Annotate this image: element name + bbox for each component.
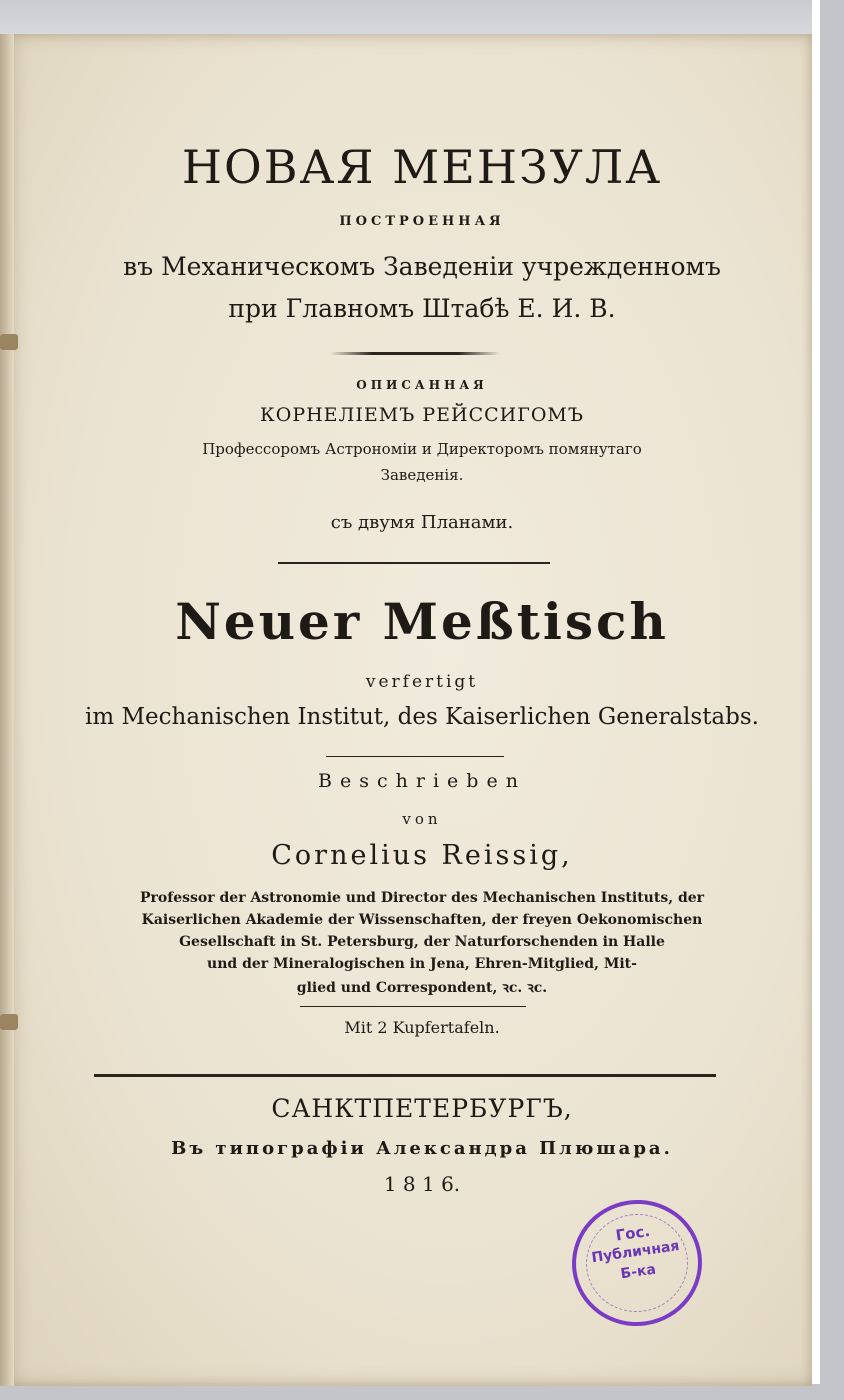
ornamental-rule [326,756,504,757]
russian-plans: съ двумя Планами. [330,512,514,533]
stamp-line1: Гос. [614,1221,652,1245]
ornamental-rule [330,352,500,355]
imprint-printer: Въ типографіи Александра Плюшара. [171,1138,673,1159]
russian-described: ОПИСАННАЯ [356,378,488,392]
russian-title: НОВАЯ МЕНЗУЛА [181,140,663,194]
german-institute: im Mechanischen Institut, des Kaiserlichen Generalstabs. [85,704,759,730]
russian-author-title-line1: Профессоромъ Астрономіи и Директоромъ помянутаго [202,440,642,458]
section-rule [278,562,550,564]
german-credentials-line: und der Mineralogischen in Jena, Ehren-Mitglied, Mit- [207,956,637,972]
german-author: Cornelius Reissig, [271,840,573,871]
stamp-line2: Публичная [590,1238,681,1267]
german-credentials-line: glied und Correspondent, ꝛc. ꝛc. [296,980,548,996]
russian-author: КОРНЕЛІЕМЪ РЕЙССИГОМЪ [260,404,584,426]
scan-bottom-margin [0,1384,844,1400]
german-by: von [402,810,442,828]
russian-built: ПОСТРОЕННАЯ [339,214,505,229]
russian-place-line1: въ Механическомъ Заведеніи учрежденномъ [123,252,721,281]
binding-thread [0,334,18,350]
imprint-rule [94,1074,716,1077]
german-plates: Mit 2 Kupfertafeln. [344,1018,500,1037]
german-credentials-line: Professor der Astronomie und Director des Mechanischen Instituts, der [139,890,705,906]
russian-place-line2: при Главномъ Штабѣ Е. И. В. [228,294,616,323]
stamp-line3: Б-ка [619,1261,657,1283]
imprint-city: САНКТПЕТЕРБУРГЪ, [271,1094,573,1123]
german-described: Beschrieben [318,770,526,792]
imprint-year: 1 8 1 6. [383,1172,461,1196]
german-title: Neuer Meßtisch [175,592,669,651]
german-made: verfertigt [365,672,479,692]
russian-author-title-line2: Заведенія. [380,466,464,484]
german-credentials-line: Gesellschaft in St. Petersburg, der Naturforschenden in Halle [179,934,665,950]
ornamental-rule [300,1006,526,1007]
german-credentials-line: Kaiserlichen Akademie der Wissenschaften, der freyen Oekonomischen [141,912,703,928]
